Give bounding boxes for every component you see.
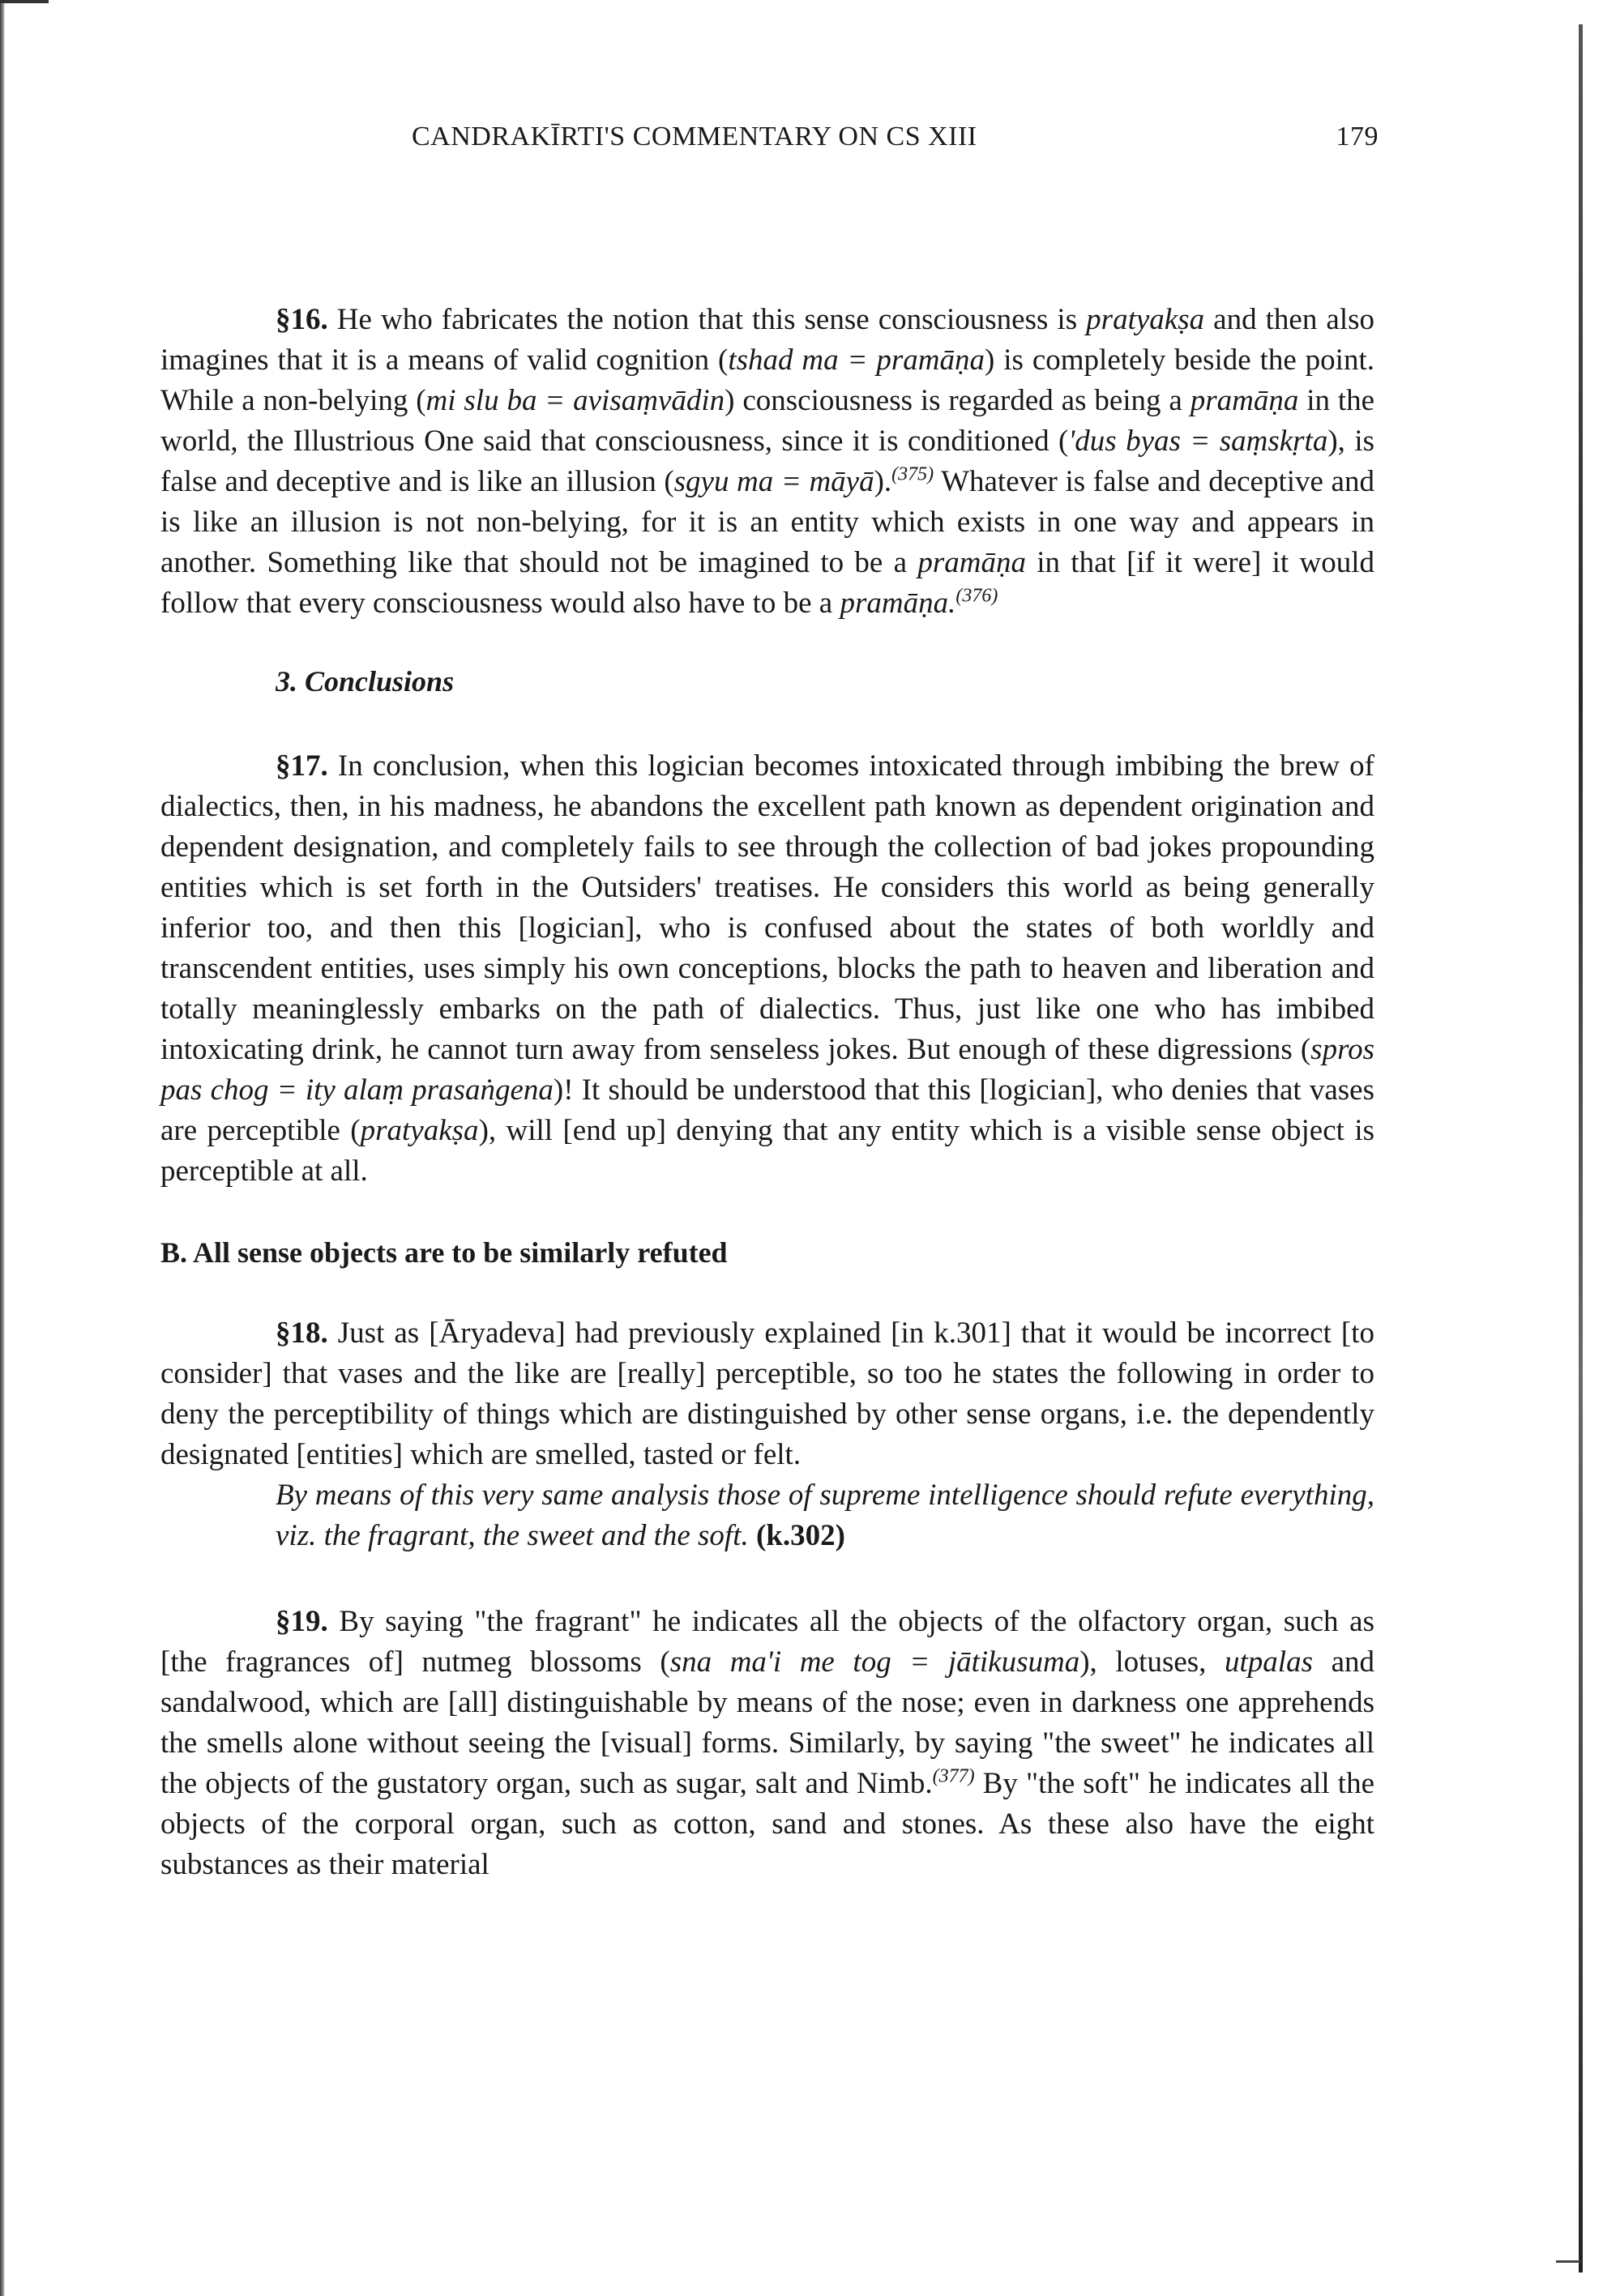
italic-term: pramāṇa [1190, 384, 1299, 417]
section-number: §16. [276, 303, 328, 336]
text-run: ), lotuses, [1079, 1645, 1225, 1679]
text-run: and then also imagines that it is a means of valid cognition ( [160, 303, 1374, 377]
text-run: Just as [Āryadeva] had previously explained [in k.301] that it would be incorrect [to consider] that vases and the like are [really] perceptible, so too he states the following in order to deny the perceptibility of things which are distinguished by other sense organs, i.e. the dependently designated [entities] which are smelled, tasted or felt. [160, 1317, 1374, 1471]
text-run: In conclusion, when this logician becomes intoxicated through imbibing the brew of dialectics, then, in his madness, he abandons the excellent path known as dependent origination and dependent designation, and completely fails to see through the collection of bad jokes propounding entities which is set forth in the Outsiders' treatises. He considers this world as being generally inferior too, and then this [logician], who is confused about the states of both worldly and transcendent entities, uses simply his own conceptions, blocks the path to heaven and liberation and totally meaninglessly embarks on the path of dialectics. Thus, just like one who has imbibed intoxicating drink, he cannot turn away from senseless jokes. But enough of these digressions ( [160, 749, 1374, 1066]
paragraph-17 [160, 746, 1374, 1192]
section-number: §17. [276, 749, 328, 783]
text-run: and sandalwood, which are [all] distinguishable by means of the nose; even in darkness one apprehends the smells alone without seeing the [visual] forms. Similarly, by saying "the sweet" he indicates all the objects of the gustatory organ, such as sugar, salt and Nimb. [160, 1645, 1374, 1800]
verse-text: By means of this very same analysis those of supreme intelligence should refute everything, viz. the fragrant, the sweet and the soft. [276, 1479, 1374, 1552]
paragraph-19 [160, 1602, 1374, 1885]
text-run: )! It should be understood that this [logician], who denies that vases are perceptible ( [160, 1073, 1374, 1147]
paragraph-16 [160, 300, 1374, 624]
verse-reference: (k.302) [755, 1519, 845, 1552]
text-run: ) is completely beside the point. While a non-belying ( [160, 344, 1374, 417]
section-number: §19. [276, 1605, 328, 1638]
italic-term: pramāṇa [917, 546, 1026, 579]
italic-term: pramāṇa. [840, 587, 956, 620]
book-page [160, 122, 1379, 1885]
text-run: in the world, the Illustrious One said that consciousness, since it is conditioned ( [160, 384, 1375, 458]
running-title: CANDRAKĪRTI'S COMMENTARY ON CS XIII [412, 122, 977, 152]
scan-edge-left [0, 0, 5, 2296]
footnote-marker: (376) [955, 585, 998, 607]
italic-term: utpalas [1225, 1645, 1313, 1679]
page-number: 179 [1336, 122, 1379, 152]
text-run: By "the soft" he indicates all the objects of the corporal organ, such as cotton, sand and stones. As these also have the eight substances as their material [160, 1767, 1375, 1881]
text-run: ). [874, 465, 892, 498]
italic-term: 'dus byas = saṃskṛta [1068, 425, 1328, 458]
running-head [160, 122, 1379, 162]
italic-term: pratyakṣa [360, 1114, 479, 1147]
footnote-marker: (375) [891, 463, 934, 485]
section-heading-b: B. All sense objects are to be similarly refuted [160, 1236, 728, 1269]
text-run: ), is false and deceptive and is like an illusion ( [160, 425, 1374, 498]
italic-term: tshad ma = pramāṇa [728, 344, 985, 377]
subsection-heading-conclusions: 3. Conclusions [276, 665, 455, 698]
text-run: ) consciousness is regarded as being a [725, 384, 1190, 417]
scan-corner-mark [0, 0, 49, 3]
italic-term: spros pas chog = ity alaṃ prasaṅgena [160, 1033, 1374, 1107]
scan-edge-right [1579, 24, 1583, 2273]
italic-term: pratyakṣa [1086, 303, 1205, 336]
text-run: ), will [end up] denying that any entity which is a visible sense object is perceptible at all. [160, 1114, 1374, 1188]
italic-term: sna ma'i me tog = jātikusuma [669, 1645, 1080, 1679]
italic-term: sgyu ma = māyā [673, 465, 874, 498]
text-run: in that [if it were] it would follow that every consciousness would also have to be a [160, 546, 1374, 620]
italic-term: mi slu ba = avisaṃvādin [425, 384, 725, 417]
paragraph-18 [160, 1313, 1374, 1475]
section-number: §18. [276, 1317, 328, 1350]
text-run: By saying "the fragrant" he indicates all the objects of the olfactory organ, such as [the fragrances of] nutmeg blossoms ( [160, 1605, 1374, 1679]
text-run: Whatever is false and deceptive and is like an illusion is not non-belying, for it is an entity which exists in one way and appears in another. Something like that should not be imagined to be a [160, 465, 1374, 579]
scan-corner-mark-bottom [1556, 2260, 1580, 2263]
footnote-marker: (377) [932, 1765, 975, 1787]
verse-quote [276, 1475, 1374, 1556]
text-run: He who fabricates the notion that this sense consciousness is [327, 303, 1087, 336]
